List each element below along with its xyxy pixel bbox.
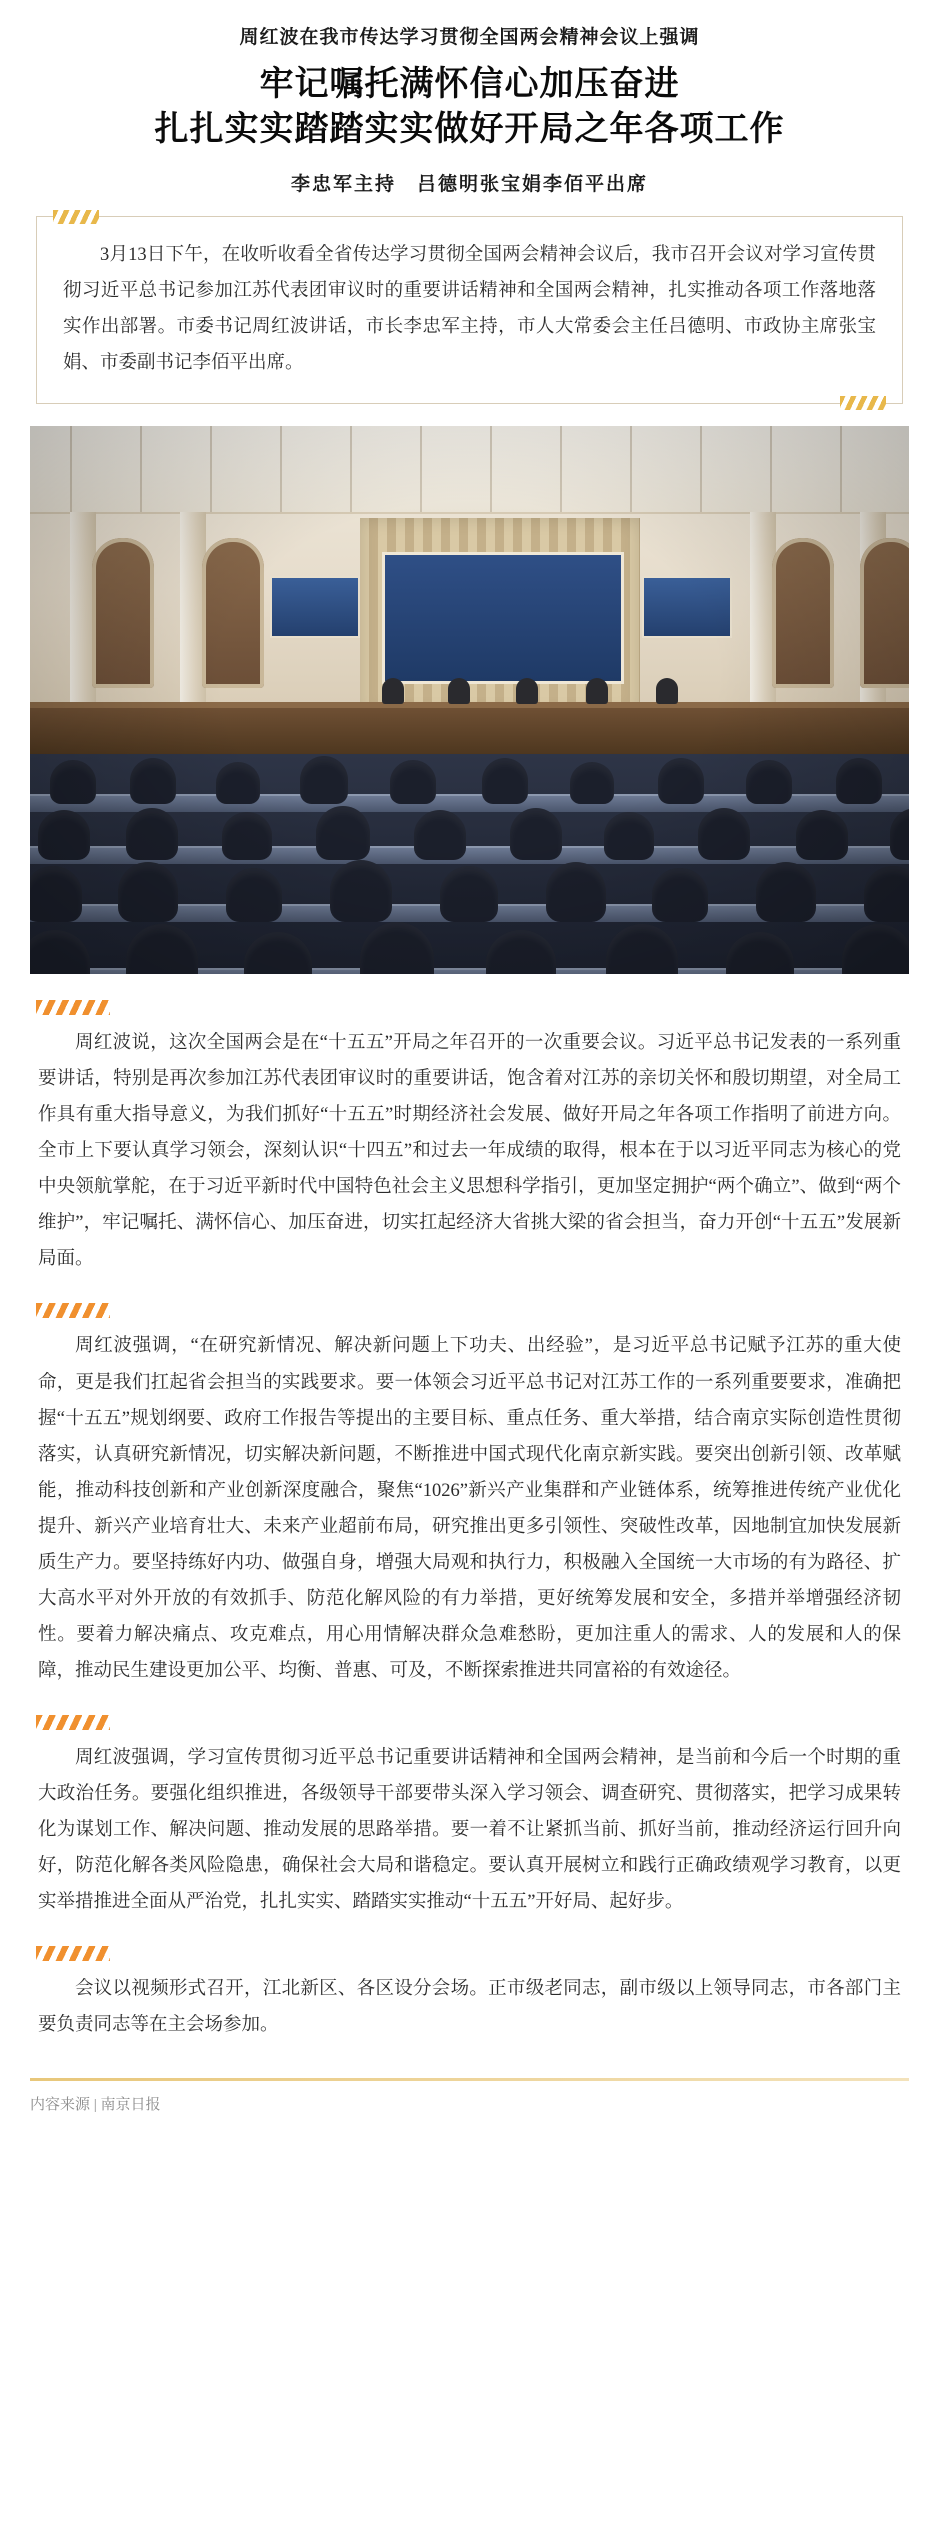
article-paragraph: 周红波强调，“在研究新情况、解决新问题上下功夫、出经验”，是习近平总书记赋予江苏的重大使命，更是我们扛起省会担当的实践要求。要一体领会习近平总书记对江苏工作的一系列重要要求，准确把握“十五五”规划纲要、政府工作报告等提出的主要目标、重点任务、重大举措，结合南京实际创造性贯彻落实，认真研究新情况，切实解决新问题，不断推进中国式现代化南京新实践。要突出创新引领、改革赋能，推动科技创新和产业创新深度融合，聚焦“1026”新兴产业集群和产业链体系，统筹推进传统产业优化提升、新兴产业培育壮大、未来产业超前布局，研究推出更多引领性、突破性改革，因地制宜加快发展新质生产力。要坚持练好内功、做强自身，增强大局观和执行力，积极融入全国统一大市场的有为路径、扩大高水平对外开放的有效抓手、防范化解风险的有力举措，更好统筹发展和安全，多措并举增强经济韧性。要着力解决痛点、攻克难点，用心用情解决群众急难愁盼，更加注重人的需求、人的发展和人的保障，推动民生建设更加公平、均衡、普惠、可及，不断探索推进共同富裕的有效途径。 — [38, 1336, 901, 1681]
source-footer — [0, 2081, 939, 2130]
section-divider-1 — [36, 1000, 110, 1015]
article-paragraph: 会议以视频形式召开，江北新区、各区设分会场。正市级老同志，副市级以上领导同志，市各部门主要负责同志等在主会场参加。 — [38, 1979, 901, 2036]
headline-line-1: 牢记嘱托满怀信心加压奋进 — [259, 66, 680, 103]
conference-photo — [30, 426, 909, 974]
article-eyebrow: 周红波在我市传达学习贯彻全国两会精神会议上强调 — [239, 27, 700, 48]
corner-ornament-bottom-right — [840, 396, 886, 410]
section-divider-2 — [36, 1303, 110, 1318]
article-subhead: 李忠军主持 吕德明张宝娟李佰平出席 — [290, 173, 648, 195]
source-divider: | — [93, 2096, 97, 2113]
photo-vignette — [30, 426, 909, 974]
lead-box — [36, 216, 903, 404]
source-label: 内容来源 — [30, 2096, 91, 2113]
page-title — [30, 63, 909, 153]
lead-paragraph: 3月13日下午，在收听收看全省传达学习贯彻全国两会精神会议后，我市召开会议对学习宣传贯彻习近平总书记参加江苏代表团审议时的重要讲话精神和全国两会精神，扎实推动各项工作落地落实作出部署。市委书记周红波讲话，市长李忠军主持，市人大常委会主任吕德明、市政协主席张宝娟、市委副书记李佰平出席。 — [63, 244, 876, 373]
section-divider-4 — [36, 1946, 110, 1961]
footer-divider — [30, 2078, 909, 2081]
source-name: 南京日报 — [100, 2096, 161, 2113]
headline-line-2: 扎扎实实踏踏实实做好开局之年各项工作 — [154, 110, 785, 148]
article-paragraph: 周红波说，这次全国两会是在“十五五”开局之年召开的一次重要会议。习近平总书记发表的一系列重要讲话，特别是再次参加江苏代表团审议时的重要讲话，饱含着对江苏的亲切关怀和殷切期望，对全局工作具有重大指导意义，为我们抓好“十五五”时期经济社会发展、做好开局之年各项工作指明了前进方向。全市上下要认真学习领会，深刻认识“十四五”和过去一年成绩的取得，根本在于以习近平同志为核心的党中央领航掌舵，在于习近平新时代中国特色社会主义思想科学指引，更加坚定拥护“两个确立”、做到“两个维护”，牢记嘱托、满怀信心、加压奋进，切实扛起经济大省挑大梁的省会担当，奋力开创“十五五”发展新局面。 — [38, 1033, 901, 1270]
article-paragraph: 周红波强调，学习宣传贯彻习近平总书记重要讲话精神和全国两会精神，是当前和今后一个时期的重大政治任务。要强化组织推进，各级领导干部要带头深入学习领会、调查研究、贯彻落实，把学习成果转化为谋划工作、解决问题、推动发展的思路举措。要一着不让紧抓当前、抓好当前，推动经济运行回升向好，防范化解各类风险隐患，确保社会大局和谐稳定。要认真开展树立和践行正确政绩观学习教育，以更实举措推进全面从严治党，扎扎实实、踏踏实实推动“十五五”开好局、起好步。 — [38, 1748, 901, 1913]
section-divider-3 — [36, 1715, 110, 1730]
corner-ornament-top-left — [53, 210, 99, 224]
